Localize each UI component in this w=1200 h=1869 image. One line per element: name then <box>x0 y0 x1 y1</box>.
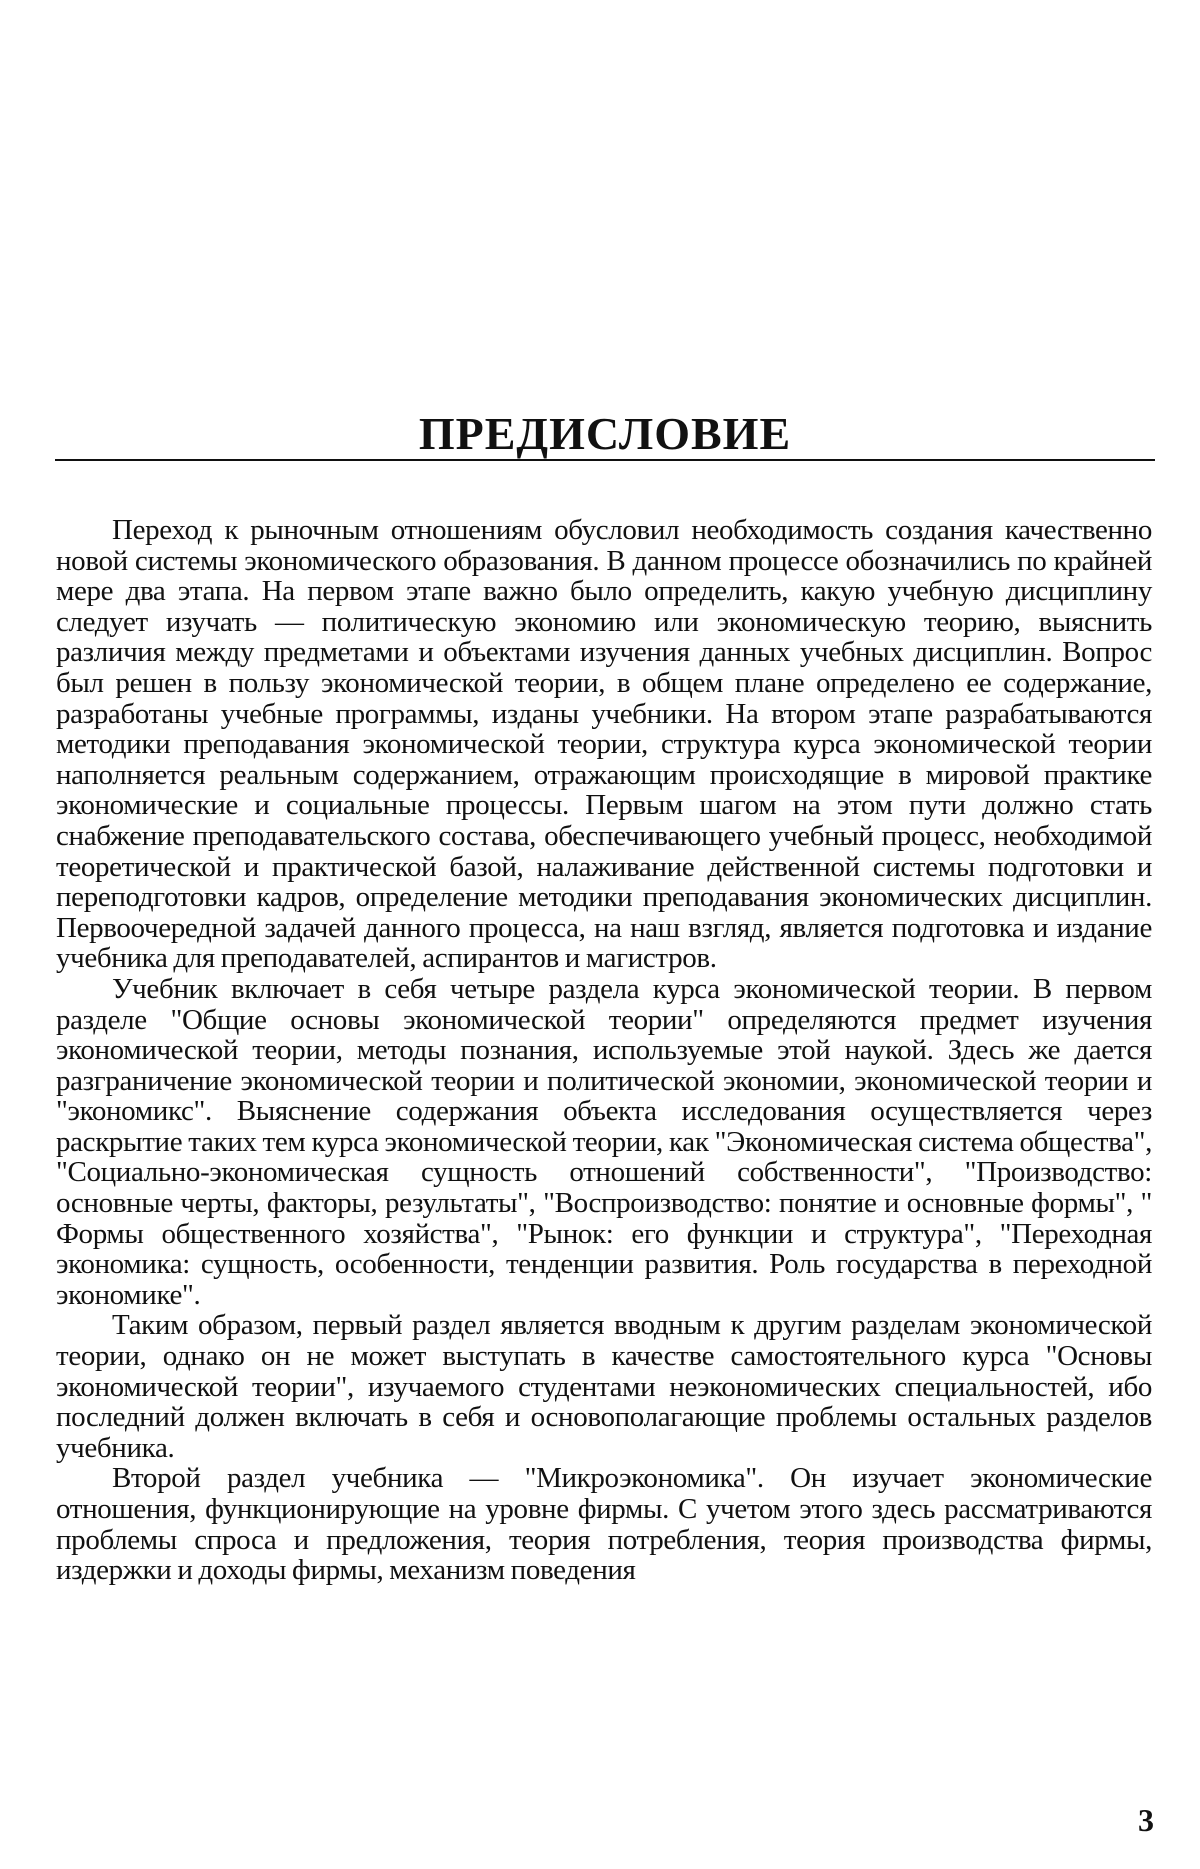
page-number: 3 <box>1138 1802 1154 1838</box>
paragraph-2: Учебник включает в себя четыре раздела курса экономической теории. В первом разделе "Общие основы экономической теории" определяются предмет изучения экономической теории, методы познания, используемые этой наукой. Здесь же дается разграничение экономической теории и политической экономии, экономической теории и "экономикс". Выяснение содержания объекта исследования осуществляется через раскрытие таких тем курса экономической теории, как "Экономическая система общества", "Социально-экономическая сущность отношений собственности", "Производство: основные черты, факторы, результаты", "Воспроизводство: понятие и основные формы", " Формы общественного хозяйства", "Рынок: его функции и структура", "Переходная экономика: сущность, особенности, тенденции развития. Роль государства в переходной экономике". <box>56 972 1152 1311</box>
paragraph-1: Переход к рыночным отношениям обусловил необходимость создания качественно новой системы экономического образования. В данном процессе обозначились по крайней мере два этапа. На первом этапе важно было определить, какую учебную дисциплину следует изучать — политическую экономию или экономическую теорию, выяснить различия между предметами и объектами изучения данных учебных дисциплин. Вопрос был решен в пользу экономической теории, в общем плане определено ее содержание, разработаны учебные программы, изданы учебники. На втором этапе разрабатываются методики преподавания экономической теории, структура курса экономической теории наполняется реальным содержанием, отражающим происходящие в мировой практике экономические и социальные процессы. Первым шагом на этом пути должно стать снабжение преподавательского состава, обеспечивающего учебный процесс, необходимой теоретической и практической базой, налаживание действенной системы подготовки и переподготовки кадров, определение методики преподавания экономических дисциплин. Первоочередной задачей данного процесса, на наш взгляд, является подготовка и издание учебника для преподавателей, аспирантов и магистров. <box>56 514 1152 975</box>
body-text <box>56 515 1152 1586</box>
paragraph-3: Таким образом, первый раздел является вводным к другим разделам экономической теории, однако он не может выступать в качестве самостоятельного курса "Основы экономической теории", изучаемого студентами неэкономических специальностей, ибо последний должен включать в себя и основополагающие проблемы остальных разделов учебника. <box>56 1309 1152 1464</box>
chapter-heading-block <box>55 408 1155 460</box>
chapter-title: ПРЕДИСЛОВИЕ <box>418 408 792 459</box>
paragraph-4: Второй раздел учебника — "Микроэкономика". Он изучает экономические отношения, функционирующие на уровне фирмы. С учетом этого здесь рассматриваются проблемы спроса и предложения, теория потребления, теория производства фирмы, издержки и доходы фирмы, механизм поведения <box>56 1462 1152 1587</box>
heading-rule <box>55 459 1155 461</box>
